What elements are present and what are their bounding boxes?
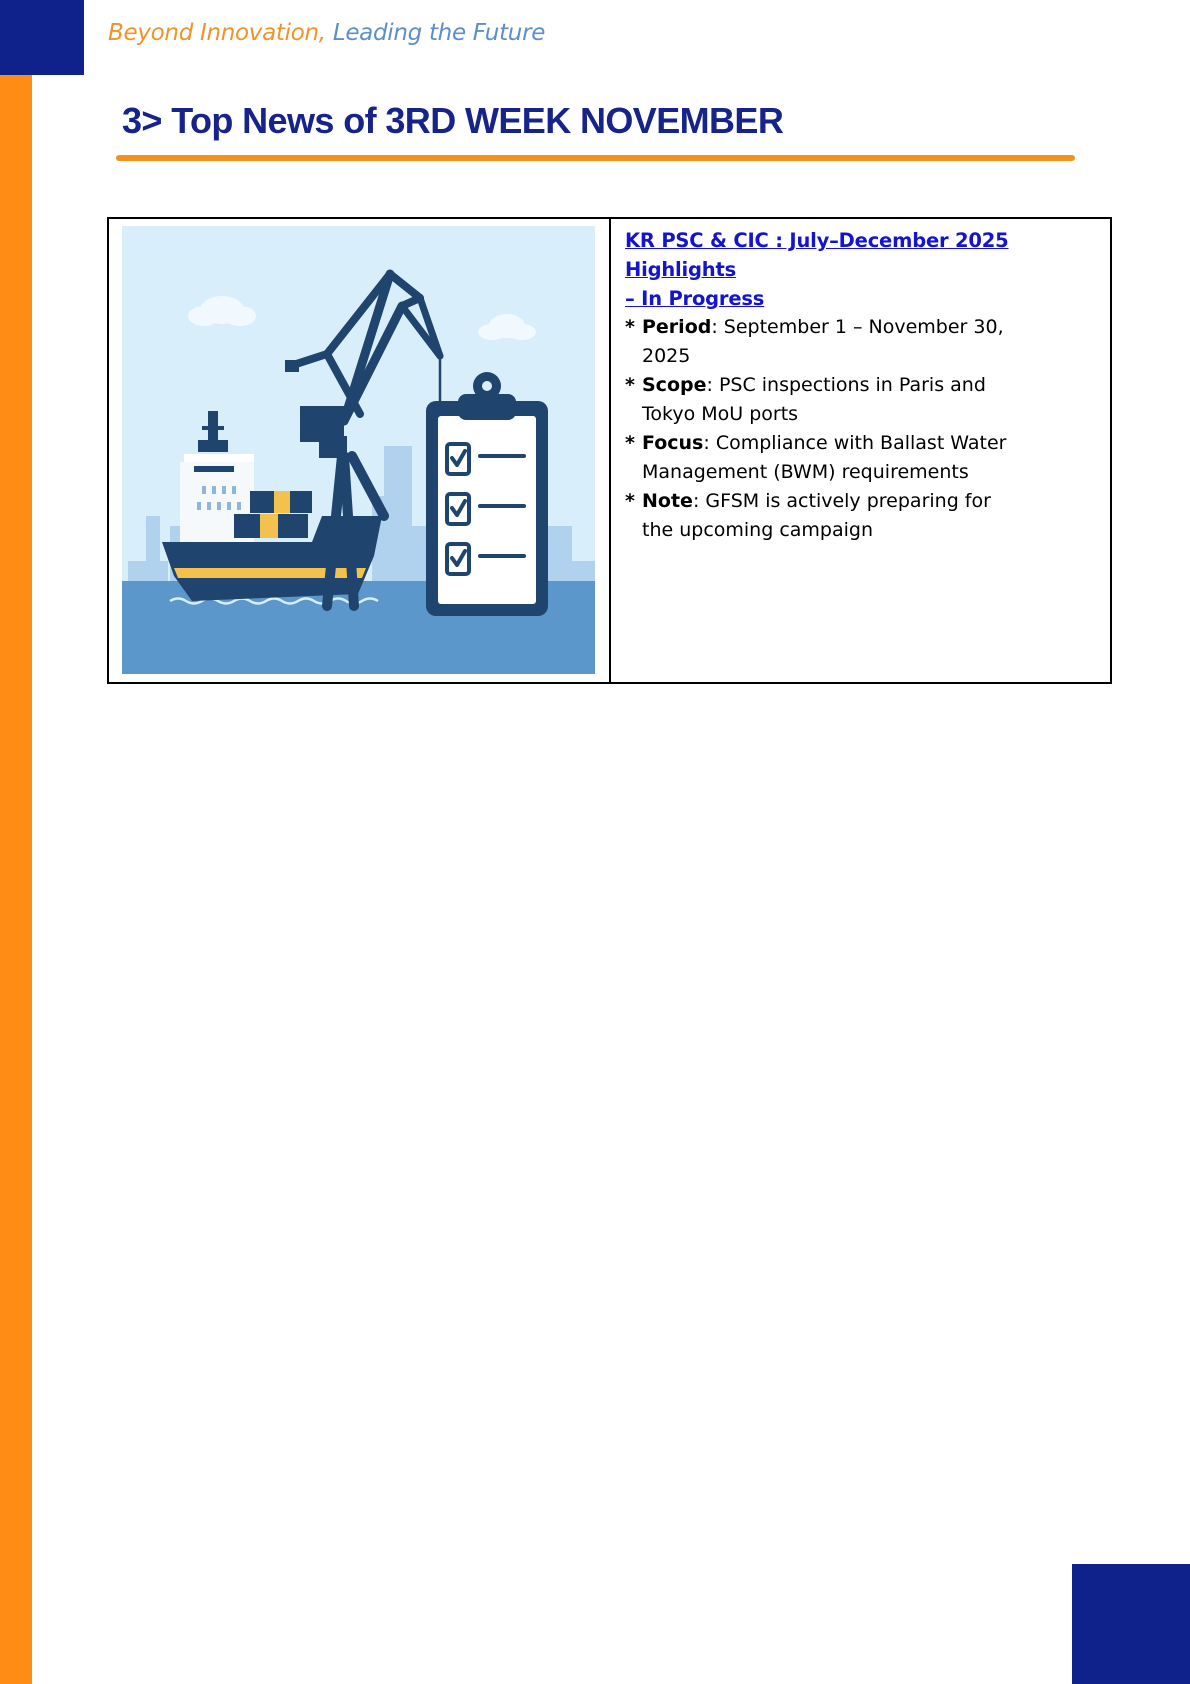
bottom-corner-block (1072, 1564, 1190, 1684)
tagline-part-1: Beyond Innovation, (108, 20, 326, 46)
bullet-text-continued: 2025 (642, 345, 691, 367)
bullet-text-continued: the upcoming campaign (642, 519, 874, 541)
bullet-marker: * (625, 316, 635, 338)
news-table (107, 217, 1112, 684)
news-image-cell (109, 219, 611, 682)
bullet-marker: * (625, 432, 635, 454)
side-accent-stripe (0, 0, 32, 1684)
bullet-text-continued: Management (BWM) requirements (642, 461, 969, 483)
news-text-cell (611, 219, 1110, 682)
ship-crane-checklist-icon (122, 226, 595, 674)
tagline (108, 20, 545, 46)
news-title-line-1: KR PSC & CIC : July–December 2025 Highlights (625, 229, 1009, 281)
bullet-period (625, 313, 1098, 371)
news-title-line-2: – In Progress (625, 287, 765, 310)
bullet-key: Focus (642, 432, 704, 454)
page-title: 3> Top News of 3RD WEEK NOVEMBER (122, 100, 784, 141)
bullet-note (625, 487, 1098, 545)
bullet-key: Note (642, 490, 693, 512)
bullet-key: Scope (642, 374, 707, 396)
bullet-marker: * (625, 490, 635, 512)
bullet-focus (625, 429, 1098, 487)
news-title-link[interactable] (625, 226, 1098, 313)
bullet-text-continued: Tokyo MoU ports (642, 403, 799, 425)
top-corner-block (0, 0, 84, 75)
title-underline (116, 155, 1075, 161)
bullet-text: : PSC inspections in Paris and (706, 374, 986, 396)
bullet-scope (625, 371, 1098, 429)
bullet-text: : Compliance with Ballast Water (703, 432, 1007, 454)
tagline-part-2: Leading the Future (332, 20, 546, 46)
bullet-key: Period (642, 316, 712, 338)
bullet-marker: * (625, 374, 635, 396)
bullet-text: : September 1 – November 30, (711, 316, 1004, 338)
bullet-text: : GFSM is actively preparing for (692, 490, 991, 512)
